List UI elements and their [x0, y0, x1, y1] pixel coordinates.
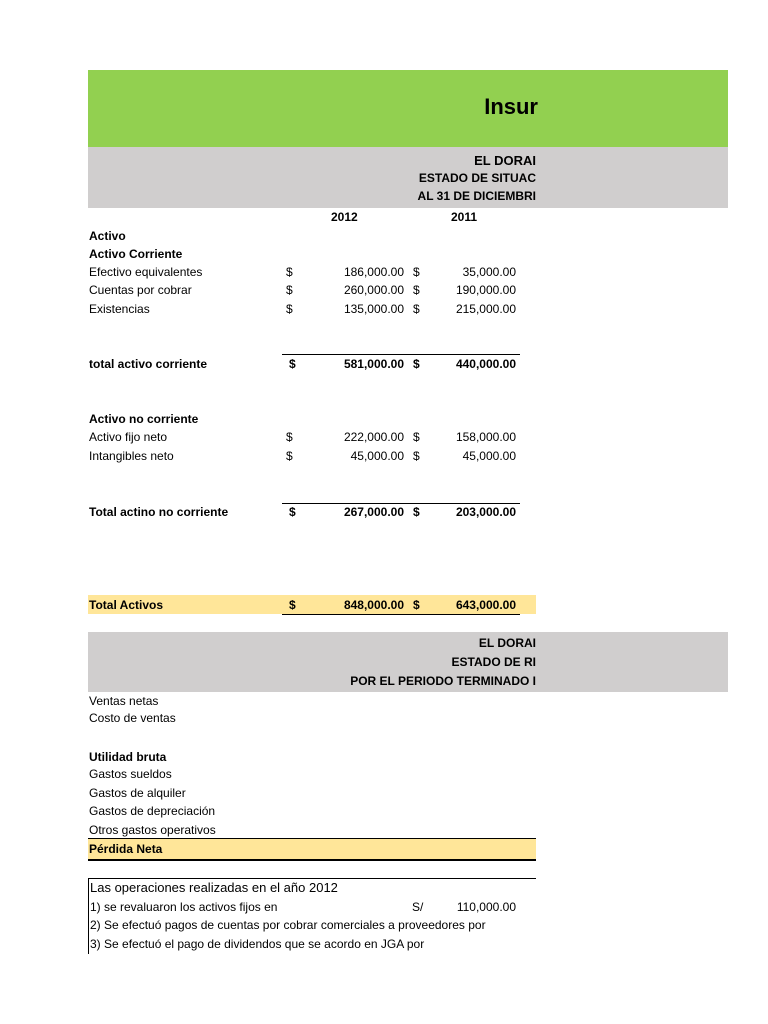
currency-symbol: $	[289, 598, 296, 612]
row-label: Activo fijo neto	[89, 430, 168, 444]
balance-company-cell	[88, 151, 536, 171]
value-2012: 186,000.00	[343, 265, 404, 279]
row-label: Efectivo equivalentes	[89, 265, 203, 279]
value-2011: 45,000.00	[462, 449, 516, 463]
note-1-amount: 110,000.00	[456, 900, 516, 914]
currency-symbol: $	[286, 265, 293, 279]
currency-symbol: $	[413, 283, 420, 297]
currency-symbol: $	[289, 357, 296, 371]
currency-symbol: $	[413, 449, 420, 463]
notes-left-rule	[88, 878, 89, 954]
subtotal-label: total activo corriente	[89, 357, 208, 371]
income-statement: ESTADO DE RI	[451, 655, 536, 669]
total-activos-label: Total Activos	[89, 598, 164, 612]
currency-symbol: $	[413, 302, 420, 316]
currency-symbol: $	[413, 598, 420, 612]
currency-symbol: $	[413, 430, 420, 444]
income-item-utilidad: Utilidad bruta	[89, 750, 167, 764]
total-2012: 848,000.00	[343, 598, 404, 612]
section-activo-corriente: Activo Corriente	[89, 247, 183, 261]
note-1-currency: S/	[412, 900, 424, 914]
currency-symbol: $	[286, 449, 293, 463]
subtotal-2012: 267,000.00	[343, 505, 404, 519]
note-2: 2) Se efectuó pagos de cuentas por cobrar comerciales a proveedores por	[90, 918, 486, 932]
currency-symbol: $	[286, 283, 293, 297]
section-activo-no-corriente: Activo no corriente	[89, 412, 199, 426]
banner-title: Insur	[484, 94, 538, 119]
subtotal-2011: 203,000.00	[455, 505, 516, 519]
currency-symbol: $	[413, 505, 420, 519]
balance-statement-cell	[88, 171, 536, 189]
income-company-cell	[88, 636, 536, 654]
year-2012-header: 2012	[331, 210, 358, 224]
row-label: Cuentas por cobrar	[89, 283, 192, 297]
value-2011: 35,000.00	[462, 265, 516, 279]
value-2012: 135,000.00	[343, 302, 404, 316]
balance-date-cell	[88, 189, 536, 207]
value-2012: 222,000.00	[343, 430, 404, 444]
currency-symbol: $	[286, 430, 293, 444]
section-activo: Activo	[89, 229, 126, 243]
notes-title: Las operaciones realizadas en el año 2012	[90, 880, 338, 895]
income-item-sueldos: Gastos sueldos	[89, 767, 172, 781]
value-2012: 260,000.00	[343, 283, 404, 297]
row-label: Intangibles neto	[89, 449, 174, 463]
balance-company: EL DORAI	[474, 153, 536, 168]
value-2011: 190,000.00	[455, 283, 516, 297]
income-item-ventas: Ventas netas	[89, 694, 159, 708]
subtotal-label: Total actino no corriente	[89, 505, 229, 519]
income-item-costo: Costo de ventas	[89, 711, 176, 725]
year-2011-header: 2011	[451, 210, 478, 224]
perdida-bottom-rule	[88, 859, 536, 861]
balance-date: AL 31 DE DICIEMBRI	[417, 189, 536, 203]
subtotal-2011: 440,000.00	[455, 357, 516, 371]
currency-symbol: $	[286, 302, 293, 316]
total-activos-rule	[282, 614, 520, 615]
income-item-perdida: Pérdida Neta	[89, 842, 163, 856]
note-3: 3) Se efectuó el pago de dividendos que se acordo en JGA por	[90, 937, 425, 951]
income-statement-cell	[88, 655, 536, 673]
total-2011: 643,000.00	[455, 598, 516, 612]
income-item-otros: Otros gastos operativos	[89, 823, 216, 837]
value-2011: 158,000.00	[455, 430, 516, 444]
title-banner	[88, 70, 728, 147]
note-1: 1) se revaluaron los activos fijos en	[90, 900, 278, 914]
value-2011: 215,000.00	[455, 302, 516, 316]
currency-symbol: $	[289, 505, 296, 519]
income-item-depreciacion: Gastos de depreciación	[89, 804, 216, 818]
row-label: Existencias	[89, 302, 150, 316]
subtotal-2012: 581,000.00	[343, 357, 404, 371]
balance-statement: ESTADO DE SITUAC	[418, 171, 536, 185]
currency-symbol: $	[413, 265, 420, 279]
income-item-alquiler: Gastos de alquiler	[89, 786, 186, 800]
value-2012: 45,000.00	[350, 449, 404, 463]
currency-symbol: $	[413, 357, 420, 371]
income-company: EL DORAI	[478, 636, 536, 650]
income-period-cell	[88, 674, 536, 692]
income-period: POR EL PERIODO TERMINADO I	[350, 674, 536, 688]
